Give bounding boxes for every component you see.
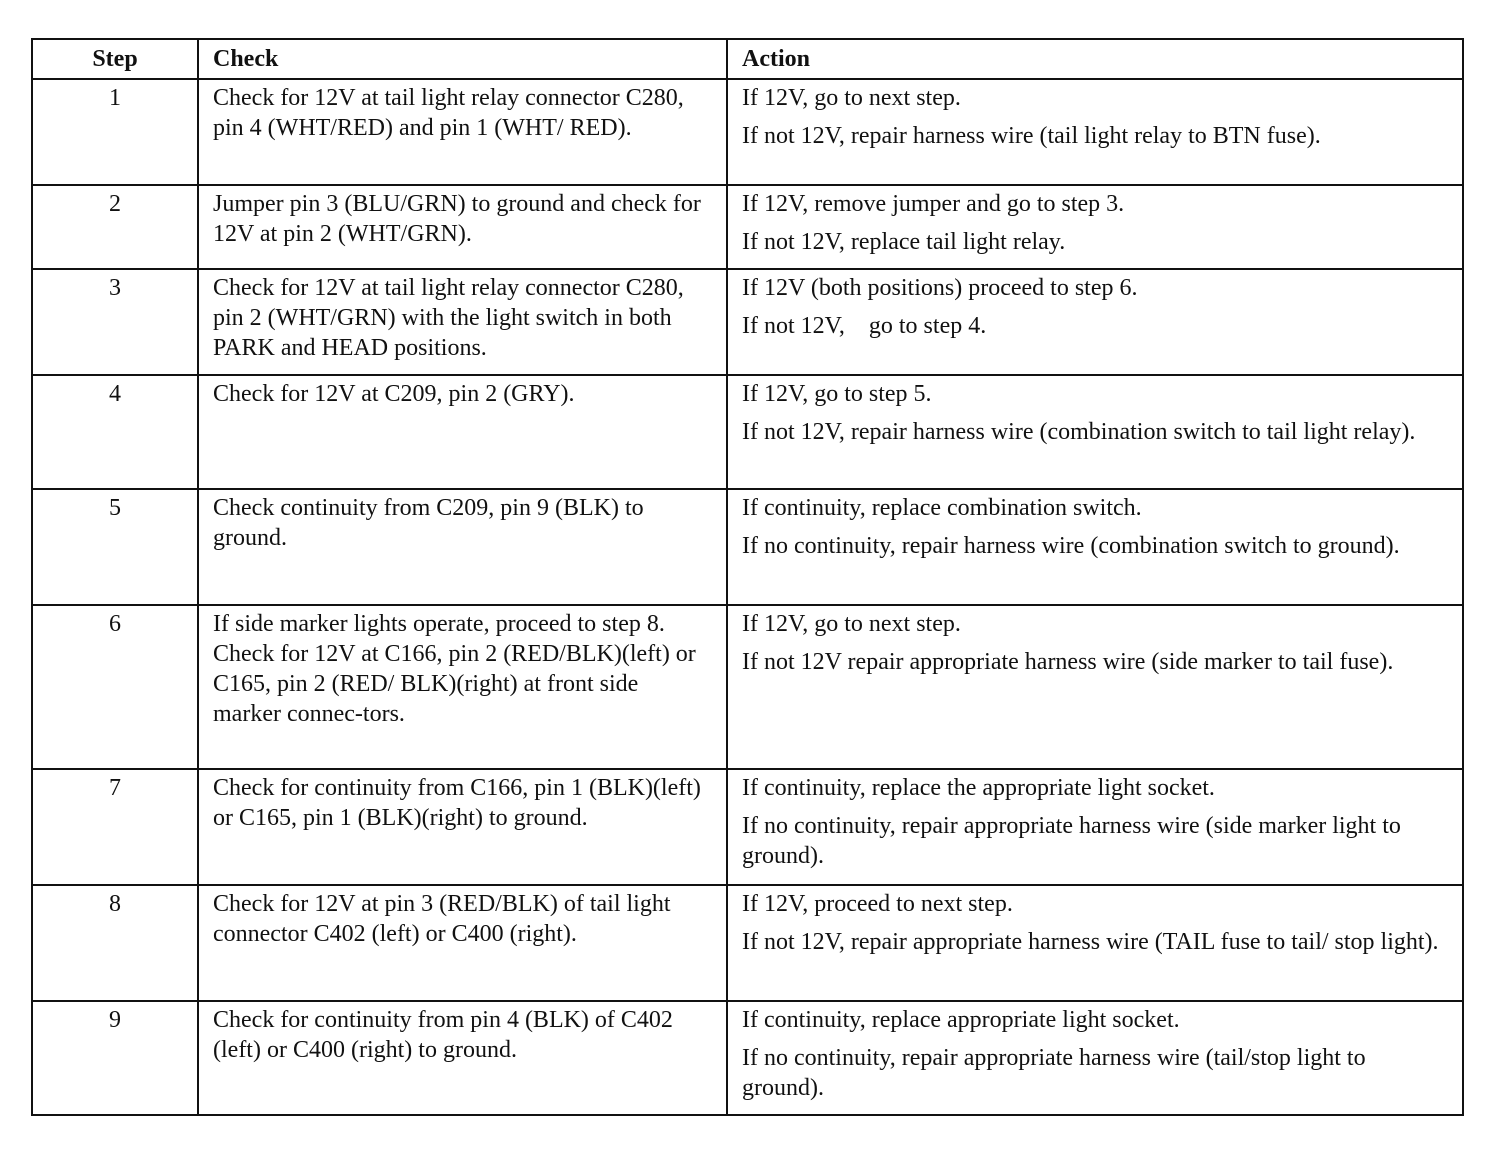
check-text: Check for continuity from pin 4 (BLK) of C402 (left) or C400 (right) to ground. (198, 1001, 727, 1115)
action-negative: If no continuity, repair appropriate harness wire (tail/stop light to ground). (742, 1045, 1366, 1101)
header-row (32, 39, 1463, 79)
table-row (32, 269, 1463, 375)
action-negative: If not 12V, replace tail light relay. (742, 229, 1066, 255)
action-positive: If continuity, replace the appropriate light socket. (742, 775, 1215, 801)
action-negative: If no continuity, repair harness wire (combination switch to ground). (742, 533, 1400, 559)
action-cell (727, 269, 1463, 375)
action-positive: If 12V, go to step 5. (742, 381, 932, 407)
action-positive: If continuity, replace appropriate light socket. (742, 1007, 1180, 1033)
action-cell (727, 1001, 1463, 1115)
table-row (32, 1001, 1463, 1115)
table-row (32, 605, 1463, 769)
check-text: Check for 12V at C209, pin 2 (GRY). (198, 375, 727, 489)
action-negative: If not 12V repair appropriate harness wire (side marker to tail fuse). (742, 649, 1394, 675)
check-text: If side marker lights operate, proceed to step 8. Check for 12V at C166, pin 2 (RED/BLK)(left) or C165, pin 2 (RED/ BLK)(right) at front side marker connec-tors. (198, 605, 727, 769)
table-row (32, 769, 1463, 885)
action-negative: If not 12V, repair harness wire (tail light relay to BTN fuse). (742, 123, 1321, 149)
step-number: 9 (32, 1001, 198, 1115)
action-cell (727, 79, 1463, 185)
step-number: 2 (32, 185, 198, 269)
action-cell (727, 185, 1463, 269)
table-row (32, 489, 1463, 605)
step-number: 3 (32, 269, 198, 375)
check-text: Jumper pin 3 (BLU/GRN) to ground and check for 12V at pin 2 (WHT/GRN). (198, 185, 727, 269)
header-check: Check (198, 39, 727, 79)
action-positive: If 12V, go to next step. (742, 85, 961, 111)
action-cell (727, 885, 1463, 1001)
check-text: Check for 12V at tail light relay connector C280, pin 2 (WHT/GRN) with the light switch in both PARK and HEAD positions. (198, 269, 727, 375)
step-number: 8 (32, 885, 198, 1001)
step-number: 6 (32, 605, 198, 769)
action-cell (727, 489, 1463, 605)
action-cell (727, 605, 1463, 769)
action-positive: If 12V (both positions) proceed to step 6. (742, 275, 1138, 301)
step-number: 5 (32, 489, 198, 605)
check-text: Check for 12V at tail light relay connector C280, pin 4 (WHT/RED) and pin 1 (WHT/ RED). (198, 79, 727, 185)
header-step: Step (32, 39, 198, 79)
action-cell (727, 769, 1463, 885)
action-negative: If not 12V, repair appropriate harness wire (TAIL fuse to tail/ stop light). (742, 929, 1439, 955)
header-action: Action (727, 39, 1463, 79)
check-text: Check for 12V at pin 3 (RED/BLK) of tail light connector C402 (left) or C400 (right). (198, 885, 727, 1001)
diagnostic-table (31, 38, 1464, 1116)
step-number: 1 (32, 79, 198, 185)
table-row (32, 79, 1463, 185)
action-cell (727, 375, 1463, 489)
action-negative: If not 12V, go to step 4. (742, 313, 987, 339)
table-row (32, 185, 1463, 269)
action-positive: If 12V, proceed to next step. (742, 891, 1013, 917)
action-positive: If 12V, go to next step. (742, 611, 961, 637)
check-text: Check for continuity from C166, pin 1 (BLK)(left) or C165, pin 1 (BLK)(right) to ground. (198, 769, 727, 885)
step-number: 4 (32, 375, 198, 489)
action-positive: If continuity, replace combination switch. (742, 495, 1142, 521)
action-positive: If 12V, remove jumper and go to step 3. (742, 191, 1125, 217)
action-negative: If not 12V, repair harness wire (combination switch to tail light relay). (742, 419, 1416, 445)
check-text: Check continuity from C209, pin 9 (BLK) to ground. (198, 489, 727, 605)
table-row (32, 375, 1463, 489)
table-row (32, 885, 1463, 1001)
step-number: 7 (32, 769, 198, 885)
action-negative: If no continuity, repair appropriate harness wire (side marker light to ground). (742, 813, 1401, 869)
